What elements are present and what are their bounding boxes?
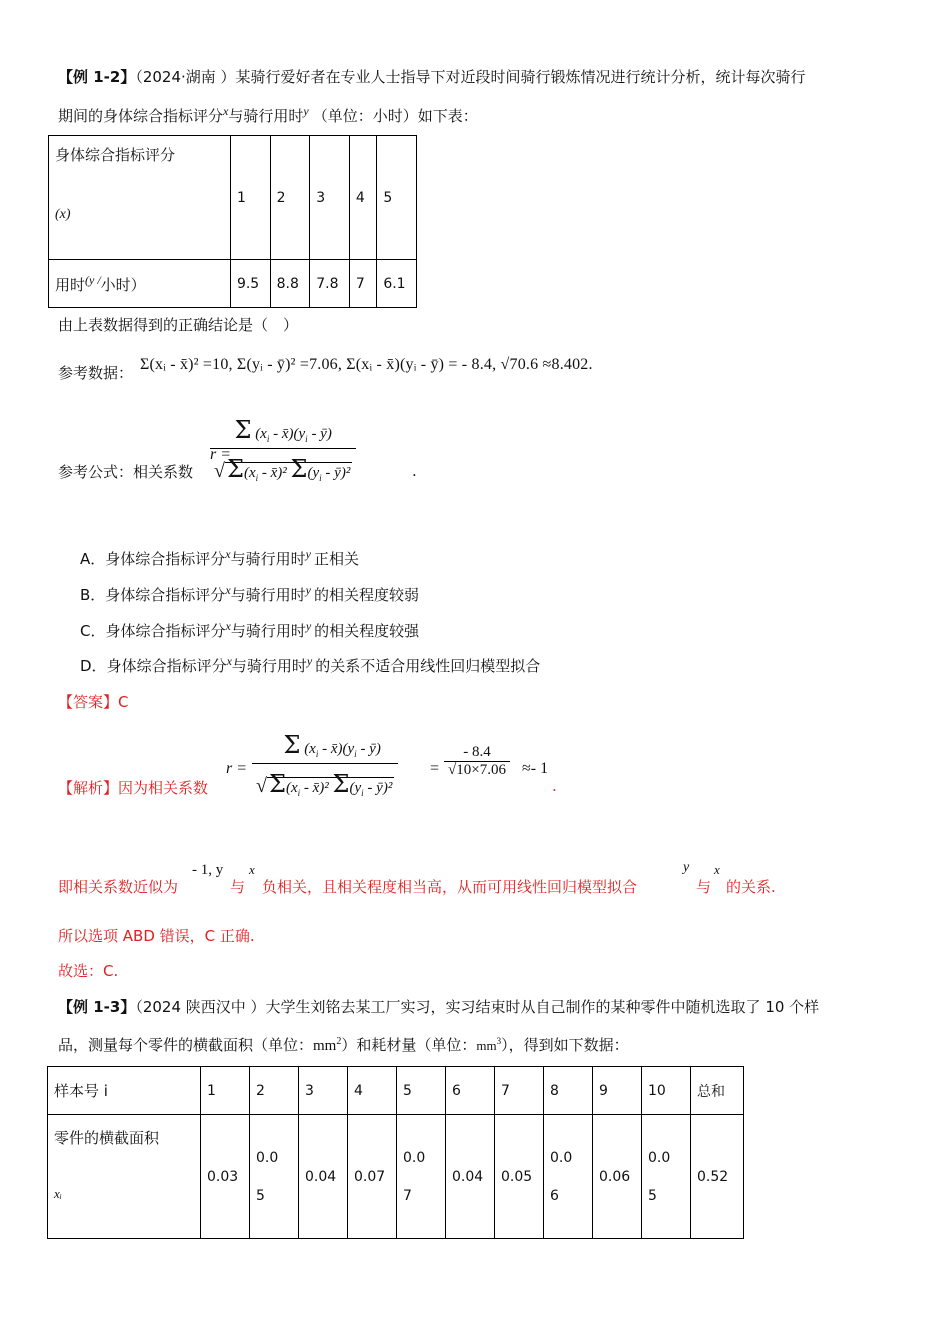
row-label-area [48,1115,201,1239]
option-text: 与骑行用时 [230,622,306,640]
table-cell: 0.0 5 [250,1115,299,1239]
option-text: 与骑行用时 [230,586,306,604]
table-cell: 1 [230,136,270,260]
table-cell: 7.8 [310,260,350,308]
table-header-cell: 总和 [691,1067,744,1115]
table-cell: 7 [349,260,376,308]
table-cell: 9.5 [230,260,270,308]
table-cell: 4 [349,136,376,260]
option-text: 身体综合指标评分 [105,550,226,568]
table-cell: 0.0 5 [642,1115,691,1239]
ex13-label: 【例 1-3】 [58,998,136,1016]
var-y: y [305,547,311,561]
table-header-cell: 8 [544,1067,593,1115]
table-header-cell: 5 [397,1067,446,1115]
analysis-num: - 8.4 [444,744,510,762]
table-cell: 0.06 [593,1115,642,1239]
row-header-time-var: (y / [85,272,101,287]
var-x: x [249,862,255,877]
var-y: y [305,619,312,633]
var-x: x [225,547,231,561]
option-letter: A． [80,550,106,568]
table-cell: 0.52 [691,1115,744,1239]
table-header-cell: 6 [446,1067,495,1115]
sigma-icon: Σ [226,455,244,483]
unit1: mm [313,1038,337,1054]
ref-data-label: 参考数据： [58,364,134,382]
table-cell: 3 [310,136,350,260]
row-label-text: 零件的横截面积 [54,1129,160,1147]
ex13-intro-a: 大学生刘铭去某工厂实习，实习结束时从自己制作的某种零件中随机选取了 10 个样 [265,998,820,1016]
table-cell: 2 [270,136,310,260]
line2-c: 与 [230,878,246,896]
option-letter: C． [80,622,106,640]
sigma-icon: Σ [234,416,252,444]
table-header-cell: 7 [495,1067,544,1115]
line2-b: - 1, y [192,862,224,878]
table-header-cell: 4 [348,1067,397,1115]
ex12-source: （2024·湖南 ） [135,68,236,86]
var-y: y [306,654,313,668]
ex12-intro-b2: 与骑行用时 [228,107,304,125]
ex13-intro-b3: ），得到如下数据： [501,1036,629,1054]
row-header-score [49,136,231,260]
line2-a: 即相关系数近似为 [58,878,179,896]
table-header-cell: 10 [642,1067,691,1115]
sqrt-icon: √ [214,460,225,482]
table-cell: 8.8 [270,260,310,308]
ex12-intro-b1: 期间的身体综合指标评分 [58,107,224,125]
table-cell: 5 [377,136,417,260]
var-x: x [714,862,720,877]
ex12-intro-line1 [58,66,806,87]
table-cell: 0.04 [299,1115,348,1239]
ex13-source: （2024 陕西汉中 ） [135,998,266,1016]
analysis-line1 [58,777,208,798]
line2-d: 负相关，且相关程度相当高，从而可用线性回归模型拟合 [262,878,638,896]
ref-data-formula: Σ(xᵢ - x̄)² =10, Σ(yᵢ - ȳ)² =7.06, Σ(xᵢ - x̄)(yᵢ - ȳ) = - 8.4, √70.6 ≈8.402. [140,356,593,373]
ex13-intro-b1: 品，测量每个零件的横截面积（单位： [58,1036,314,1054]
ex12-label: 【例 1-2】 [58,68,136,86]
option-text: 的关系不适合用线性回归模型拟合 [315,657,541,675]
line2-f: 的关系. [726,878,776,896]
table-row [48,1115,744,1239]
table-cell: 0.0 7 [397,1115,446,1239]
var-x: x [223,104,229,118]
var-x: x [226,654,232,668]
option-letter: D． [80,657,107,675]
table-row [49,260,417,308]
analysis-formula: $\frac{\Sigma (x_i - x̄)(y_i - ȳ)}{√\Sigma(x_i - x̄)^2 \Sigma(y_i - ȳ)^2}$ [252,725,398,798]
ref-formula-label: 参考公式：相关系数 [58,463,194,481]
analysis-period: . [552,777,557,795]
analysis-den: √10×7.06 [448,762,506,778]
table-cell: 6.1 [377,260,417,308]
var-y: y [305,583,311,597]
analysis-eq: = [430,760,440,777]
answer-value: C [118,693,129,711]
table-cell: 0.04 [446,1115,495,1239]
table-cell: 0.07 [348,1115,397,1239]
option-text: 身体综合指标评分 [105,622,226,640]
sqrt-icon: √ [256,775,267,797]
answer [58,691,129,712]
table-cell: 0.05 [495,1115,544,1239]
row-label-var: xᵢ [54,1186,62,1201]
option-text: 的相关程度较弱 [313,586,419,604]
table-header-cell: 样本号 i [48,1067,201,1115]
option-b [80,583,419,605]
analysis-label: 【解析】 [58,779,119,797]
ex13-intro-line2 [58,1034,629,1055]
option-a [80,547,359,569]
option-text: 的相关程度较强 [314,622,420,640]
option-text: 与骑行用时 [230,550,306,568]
table-row [49,136,417,260]
ex12-question: 由上表数据得到的正确结论是（ ） [58,316,299,334]
option-text: 身体综合指标评分 [106,657,227,675]
var-x: x [225,583,231,597]
table-cell: 0.0 6 [544,1115,593,1239]
ex12-intro-a: 某骑行爱好者在专业人士指导下对近段时间骑行锻炼情况进行统计分析，统计每次骑行 [235,68,806,86]
ex12-data-table [48,135,417,308]
row-header-var: (x) [55,207,71,222]
analysis-r-symbol: r = [226,760,248,777]
ex13-intro-line1 [58,996,819,1017]
row-header-time [49,260,231,308]
table-header-cell: 2 [250,1067,299,1115]
var-y: y [683,860,690,875]
var-y: y [303,104,309,118]
unit2-exp: 3 [496,1036,502,1046]
table-row [48,1067,744,1115]
option-letter: B． [80,586,106,604]
ex12-intro-line2 [58,104,478,126]
row-header-text: 身体综合指标评分 [55,146,176,164]
sigma-icon: Σ [332,770,350,798]
table-cell: 0.03 [201,1115,250,1239]
option-text: 与骑行用时 [231,657,307,675]
option-c [80,619,419,641]
ex13-data-table [47,1066,744,1239]
table-header-cell: 9 [593,1067,642,1115]
ex13-intro-b2: ）和耗材量（单位： [341,1036,477,1054]
sigma-icon: Σ [290,455,308,483]
analysis-approx: ≈- 1 [522,760,549,777]
line2-e: 与 [696,878,712,896]
unit2: mm [476,1038,497,1053]
row-header-time-a: 用时 [55,275,86,294]
analysis-final: 故选：C. [58,962,119,980]
analysis-line2 [58,876,178,897]
table-header-cell: 1 [201,1067,250,1115]
sigma-icon: Σ [268,770,286,798]
sigma-icon: Σ [283,731,301,759]
analysis-text: 因为相关系数 [118,779,209,797]
unit1-exp: 2 [336,1036,342,1047]
option-d [80,654,540,676]
r-symbol: r = [210,446,232,463]
analysis-conclusion: 所以选项 ABD 错误，C 正确. [58,927,255,945]
option-text: 身体综合指标评分 [105,586,226,604]
row-header-time-b: 小时） [100,275,146,294]
correlation-formula: $\frac{\Sigma (x_i - x̄)(y_i - ȳ)}{√\Sigma(x_i - x̄)^2 \Sigma(y_i - ȳ)^2}$ [210,410,420,483]
answer-label: 【答案】 [58,693,119,711]
ex12-intro-b3: （单位：小时）如下表： [312,107,478,125]
option-text: 正相关 [313,550,359,568]
var-x: x [225,619,231,633]
table-header-cell: 3 [299,1067,348,1115]
formula-period: . [412,462,417,480]
analysis-fraction [444,744,510,779]
